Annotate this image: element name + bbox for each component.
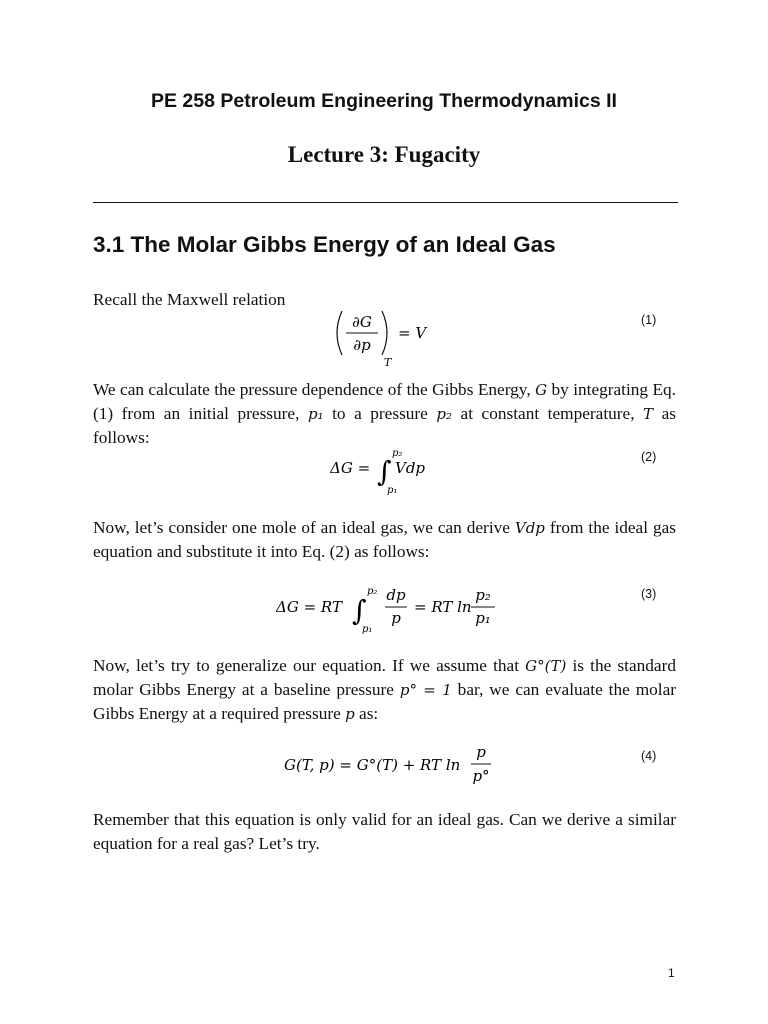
equation-2 — [330, 445, 450, 501]
eq1-denominator: ∂p — [353, 336, 371, 354]
p2-text-c: to a pressure — [323, 404, 437, 423]
p2-text-d: at constant temperature, — [452, 404, 644, 423]
eq2-integral-sign: ∫ — [377, 455, 392, 488]
equation-4 — [284, 742, 504, 792]
eq4-lhs: G(T, p) = G°(T) + RT ln — [284, 756, 461, 774]
equation-3-number: (3) — [641, 587, 657, 601]
p3-math-vdp: Vdp — [514, 519, 545, 537]
eq2-integrand: Vdp — [395, 459, 426, 477]
paragraph-maxwell-intro: Recall the Maxwell relation — [93, 290, 286, 309]
p2-math-t: T — [643, 405, 654, 423]
p2-math-g: G — [535, 381, 548, 399]
eq1-right-paren — [382, 311, 387, 355]
title-divider — [93, 202, 678, 203]
equation-4-number: (4) — [641, 749, 657, 763]
p4-text-c: bar, we can evaluate the molar Gibbs Energy at a required pressure — [93, 680, 677, 723]
p2-math-p2: p₂ — [436, 405, 453, 423]
p4-math-g-standard: G°(T) — [525, 657, 567, 675]
eq3-frac2-numerator: p₂ — [475, 586, 491, 604]
p2-math-p1: p₁ — [307, 405, 324, 423]
eq2-lower-limit: p₁ — [387, 485, 398, 496]
eq1-left-paren — [337, 311, 342, 355]
eq3-lhs: ΔG = RT — [276, 598, 342, 616]
eq3-frac1-denominator: p — [391, 609, 401, 627]
p2-text-b: by integrating Eq. (1) from an initial pressure, — [93, 380, 677, 423]
eq1-subscript: T — [384, 356, 392, 369]
eq4-numerator: p — [476, 743, 486, 761]
eq1-numerator: ∂G — [352, 313, 372, 331]
eq3-integral-sign: ∫ — [352, 594, 367, 627]
eq1-rhs: = V — [398, 324, 427, 342]
paragraph-ideal-gas — [93, 516, 676, 564]
p2-text-e: as follows: — [93, 404, 676, 447]
eq3-lower-limit: p₁ — [362, 624, 373, 635]
eq3-mid: = RT ln — [414, 598, 472, 616]
eq4-denominator: p° — [472, 767, 490, 785]
lecture-title: Lecture 3: Fugacity — [287, 142, 481, 167]
p4-text-d: as: — [354, 704, 379, 723]
section-heading: 3.1 The Molar Gibbs Energy of an Ideal Gas — [93, 232, 556, 257]
paragraph-real-gas: Remember that this equation is only valid for an ideal gas. Can we derive a similar equation for a real gas? Let’s try. — [93, 810, 676, 853]
p4-text-b: is the standard molar Gibbs Energy at a baseline pressure — [93, 656, 676, 699]
p4-text-a: Now, let’s try to generalize our equation. If we assume that — [93, 656, 526, 675]
p3-text-b: from the ideal gas equation and substitute it into Eq. (2) as follows: — [93, 518, 676, 561]
paragraph-pressure-dependence — [93, 378, 676, 450]
course-title: PE 258 Petroleum Engineering Thermodynamics II — [151, 90, 617, 112]
eq2-upper-limit: p₂ — [392, 448, 403, 459]
page-number: 1 — [668, 966, 675, 980]
equation-1 — [330, 305, 450, 385]
eq3-frac2-denominator: p₁ — [475, 609, 491, 627]
paragraph-generalize — [93, 654, 676, 726]
equation-1-number: (1) — [641, 313, 657, 327]
p3-text-a: Now, let’s consider one mole of an ideal gas, we can derive — [93, 518, 515, 537]
p4-math-p: p — [345, 705, 355, 723]
eq3-upper-limit: p₂ — [367, 586, 378, 597]
p2-text-a: We can calculate the pressure dependence of the Gibbs Energy, — [93, 380, 536, 399]
eq2-lhs: ΔG = — [330, 459, 371, 477]
equation-2-number: (2) — [641, 450, 657, 464]
equation-3 — [276, 580, 506, 640]
eq3-frac1-numerator: dp — [386, 586, 406, 604]
p4-math-p-standard: p° = 1 — [399, 681, 452, 699]
